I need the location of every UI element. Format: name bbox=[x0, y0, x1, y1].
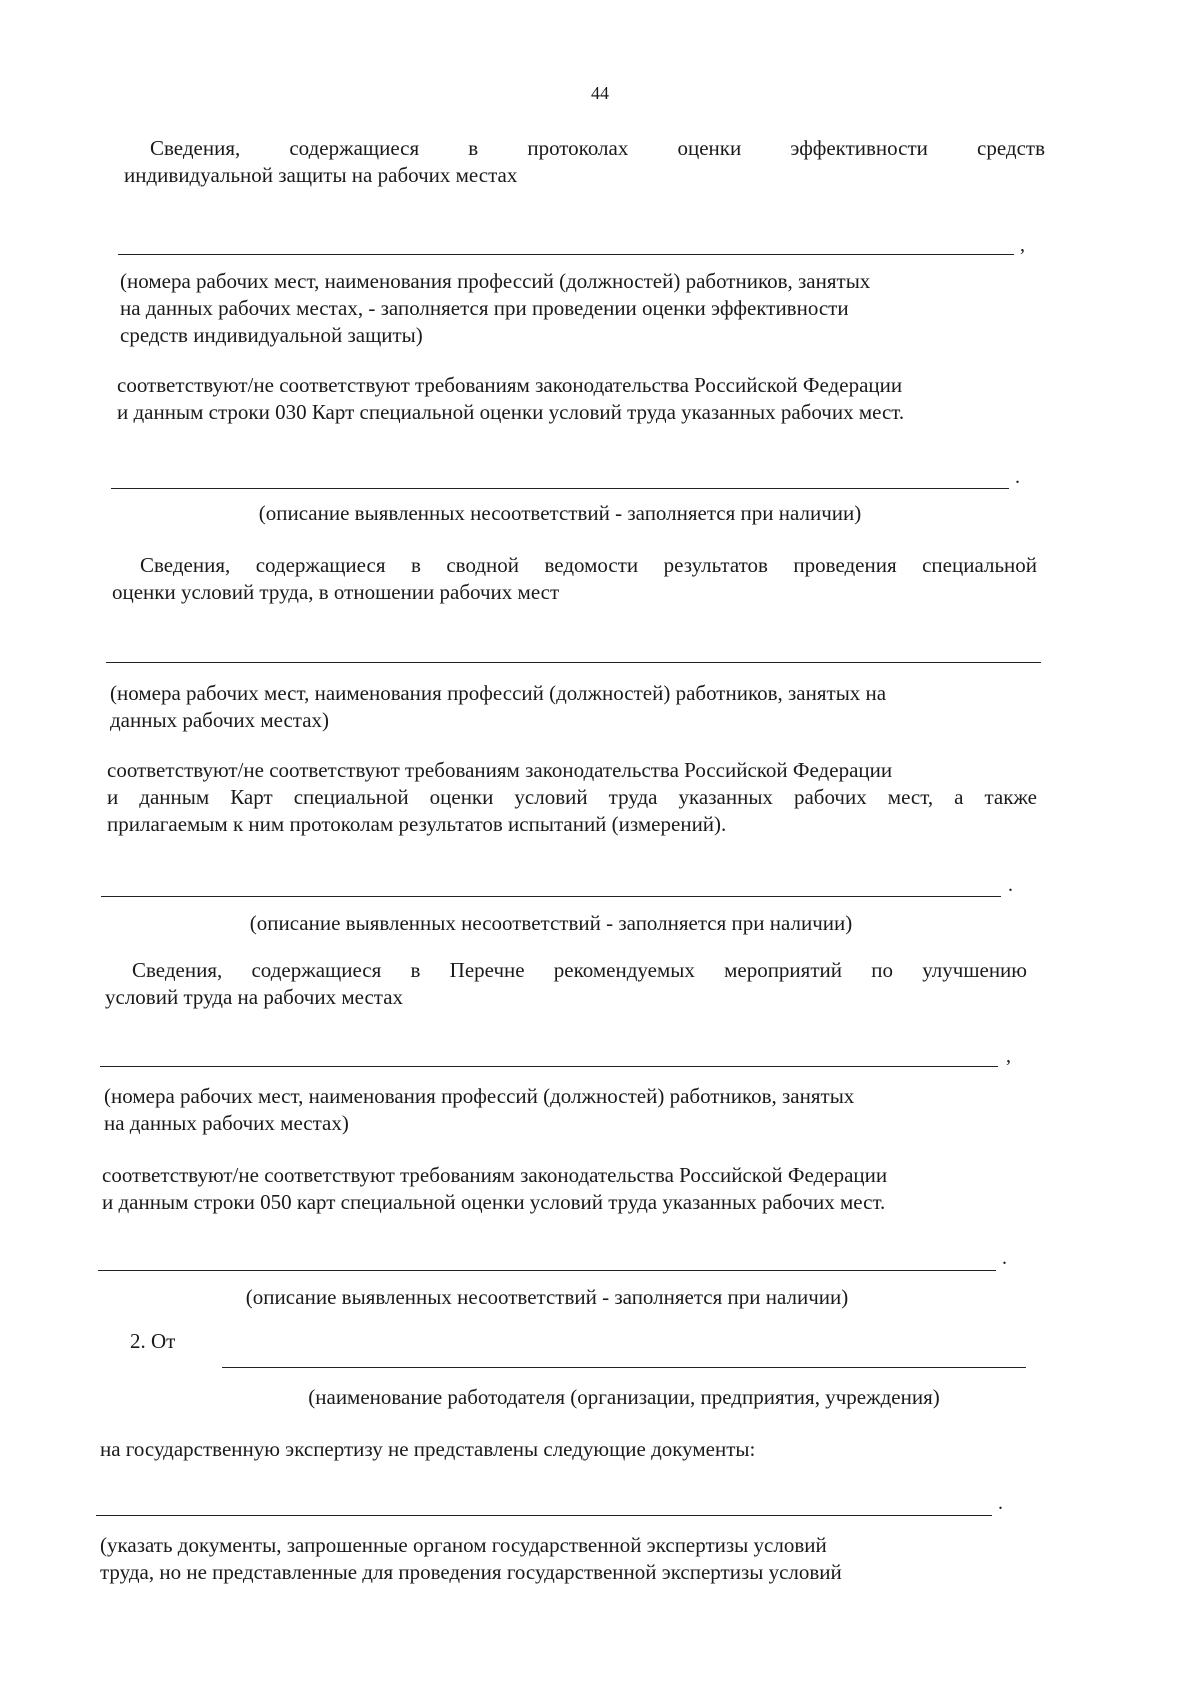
section2-mismatch-dot: . bbox=[1008, 874, 1013, 896]
section1-caption-line2: на данных рабочих местах, - заполняется при проведении оценки эффективности bbox=[120, 296, 849, 320]
section3-workplaces-line[interactable] bbox=[100, 1066, 998, 1067]
section2-caption-line1: (номера рабочих мест, наименования профессий (должностей) работников, занятых на bbox=[110, 681, 887, 705]
section2-intro-line1: Сведения, содержащиеся в сводной ведомости результатов проведения специальной bbox=[140, 553, 1037, 577]
section2-mismatch-line[interactable] bbox=[101, 896, 1001, 897]
item2-label: 2. От bbox=[130, 1329, 176, 1353]
section2-workplaces-line[interactable] bbox=[106, 662, 1041, 663]
page-number: 44 bbox=[591, 83, 609, 103]
missing-docs-statement: на государственную экспертизу не представлены следующие документы: bbox=[100, 1437, 756, 1461]
section1-workplaces-line[interactable] bbox=[118, 254, 1014, 255]
employer-name-line[interactable] bbox=[222, 1367, 1026, 1368]
section3-conclusion-line2: и данным строки 050 карт специальной оценки условий труда указанных рабочих мест. bbox=[102, 1190, 886, 1214]
section3-caption-line2: на данных рабочих местах) bbox=[104, 1111, 349, 1135]
section1-line-comma: , bbox=[1020, 234, 1025, 256]
section1-mismatch-line[interactable] bbox=[111, 488, 1009, 489]
section3-mismatch-line[interactable] bbox=[98, 1270, 996, 1271]
section3-line-comma: , bbox=[1006, 1045, 1011, 1067]
section2-intro-line2: оценки условий труда, в отношении рабочих мест bbox=[112, 580, 560, 604]
section2-conclusion-line2: и данным Карт специальной оценки условий труда указанных рабочих мест, а также bbox=[107, 785, 1037, 809]
section1-conclusion-line1: соответствуют/не соответствуют требованиям законодательства Российской Федерации bbox=[117, 373, 903, 397]
section1-mismatch-dot: . bbox=[1015, 466, 1020, 488]
missing-docs-dot: . bbox=[998, 1492, 1003, 1514]
section2-conclusion-line3: прилагаемым к ним протоколам результатов испытаний (измерений). bbox=[107, 812, 727, 836]
section3-intro-line2: условий труда на рабочих местах bbox=[105, 985, 404, 1009]
section2-caption-line2: данных рабочих местах) bbox=[110, 708, 330, 732]
section1-conclusion-line2: и данным строки 030 Карт специальной оценки условий труда указанных рабочих мест. bbox=[117, 400, 905, 424]
section3-mismatch-dot: . bbox=[1002, 1247, 1007, 1269]
section2-mismatch-caption: (описание выявленных несоответствий - заполняется при наличии) bbox=[249, 911, 853, 935]
section3-intro-line1: Сведения, содержащиеся в Перечне рекомендуемых мероприятий по улучшению bbox=[132, 958, 1027, 982]
section1-caption-line3: средств индивидуальной защиты) bbox=[120, 323, 423, 347]
section1-intro-line1: Сведения, содержащиеся в протоколах оценки эффективности средств bbox=[150, 136, 1045, 160]
section1-caption-line1: (номера рабочих мест, наименования профессий (должностей) работников, занятых bbox=[120, 269, 871, 293]
employer-caption: (наименование работодателя (организации, предприятия, учреждения) bbox=[308, 1385, 940, 1409]
section2-conclusion-line1: соответствуют/не соответствуют требованиям законодательства Российской Федерации bbox=[107, 758, 893, 782]
section3-conclusion-line1: соответствуют/не соответствуют требованиям законодательства Российской Федерации bbox=[102, 1163, 888, 1187]
section3-caption-line1: (номера рабочих мест, наименования профессий (должностей) работников, занятых bbox=[104, 1084, 855, 1108]
section1-mismatch-caption: (описание выявленных несоответствий - заполняется при наличии) bbox=[258, 501, 862, 525]
docs-caption-line2: труда, но не представленные для проведения государственной экспертизы условий bbox=[100, 1560, 842, 1584]
section1-intro-line2: индивидуальной защиты на рабочих местах bbox=[124, 163, 518, 187]
docs-caption-line1: (указать документы, запрошенные органом государственной экспертизы условий bbox=[100, 1533, 827, 1557]
section3-mismatch-caption: (описание выявленных несоответствий - заполняется при наличии) bbox=[245, 1285, 849, 1309]
missing-docs-line[interactable] bbox=[96, 1515, 992, 1516]
